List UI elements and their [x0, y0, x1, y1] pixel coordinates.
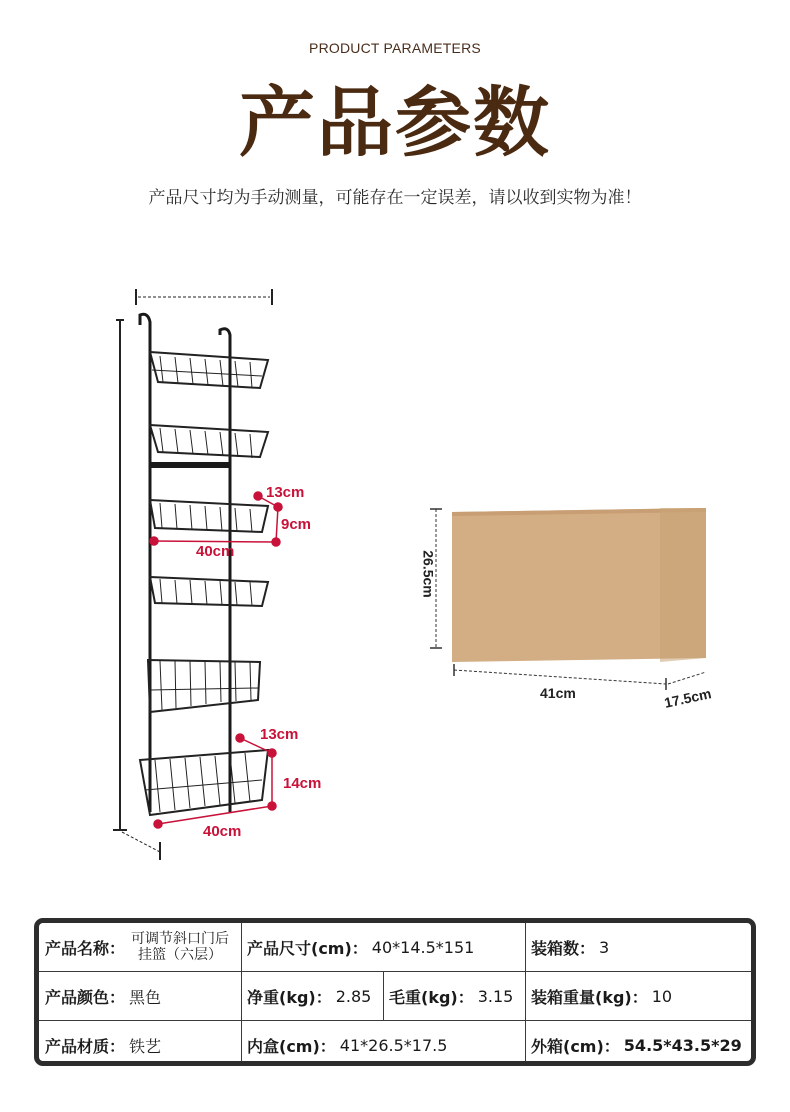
box-width-label: 41cm [540, 685, 576, 701]
table-divider [241, 923, 242, 1061]
net-weight-value: 2.85 [335, 986, 372, 1006]
outer-box-value: 54.5*43.5*29 [623, 1035, 742, 1055]
table-divider [525, 923, 526, 1061]
box-weight-label: 装箱重量(kg)： [531, 987, 648, 1007]
box-depth-label: 17.5cm [662, 685, 713, 711]
basket-3 [150, 500, 268, 532]
bottom-basket-depth-label: 13cm [260, 726, 299, 743]
shipping-box [452, 508, 706, 662]
gross-weight-label: 毛重(kg)： [389, 987, 474, 1007]
inner-box-value: 41*26.5*17.5 [339, 1035, 448, 1055]
product-color-value: 黑色 [129, 987, 162, 1007]
basket-1 [150, 352, 268, 388]
rack-frame [140, 314, 230, 812]
table-divider [39, 1020, 751, 1021]
product-size-label: 产品尺寸(cm)： [247, 938, 368, 958]
box-weight-value: 10 [651, 986, 673, 1006]
product-material-value: 铁艺 [129, 1036, 162, 1056]
top-basket-width-label: 40cm [196, 543, 235, 560]
page-title: 产品参数 [239, 78, 551, 167]
basket-4 [150, 577, 268, 606]
box-width-dim-line [454, 664, 706, 690]
table-divider [39, 971, 751, 972]
basket-2 [150, 425, 268, 458]
basket-6 [140, 750, 268, 815]
spec-row-1 [39, 923, 751, 971]
pack-count-value: 3 [599, 937, 610, 957]
outer-box-label: 外箱(cm)： [531, 1036, 620, 1056]
inner-box-label: 内盒(cm)： [247, 1036, 336, 1056]
basket-5 [148, 660, 260, 712]
table-divider [383, 972, 384, 1020]
net-weight-label: 净重(kg)： [247, 987, 332, 1007]
bottom-basket-height-label: 14cm [283, 775, 322, 792]
product-name-value: 可调节斜口门后 挂篮（六层） [131, 931, 230, 963]
pack-count-label: 装箱数： [531, 938, 596, 958]
subtitle-en: PRODUCT PARAMETERS [309, 40, 481, 56]
top-basket-height-label: 9cm [281, 516, 312, 533]
spec-row-3 [39, 1021, 751, 1066]
bottom-basket-width-label: 40cm [203, 823, 242, 840]
top-basket-depth-label: 13cm [266, 484, 305, 501]
product-material-label: 产品材质： [45, 1036, 126, 1056]
spec-row-2 [39, 972, 751, 1020]
spec-table [34, 918, 756, 1066]
product-name-label: 产品名称： [45, 938, 126, 958]
gross-weight-value: 3.15 [477, 986, 514, 1006]
product-size-value: 40*14.5*151 [371, 937, 475, 957]
box-height-label: 26.5cm [420, 550, 437, 598]
product-color-label: 产品颜色： [45, 987, 126, 1007]
rack-width-dim-line [136, 289, 272, 305]
measurement-note: 产品尺寸均为手动测量，可能存在一定误差，请以收到实物为准！ [148, 188, 642, 208]
